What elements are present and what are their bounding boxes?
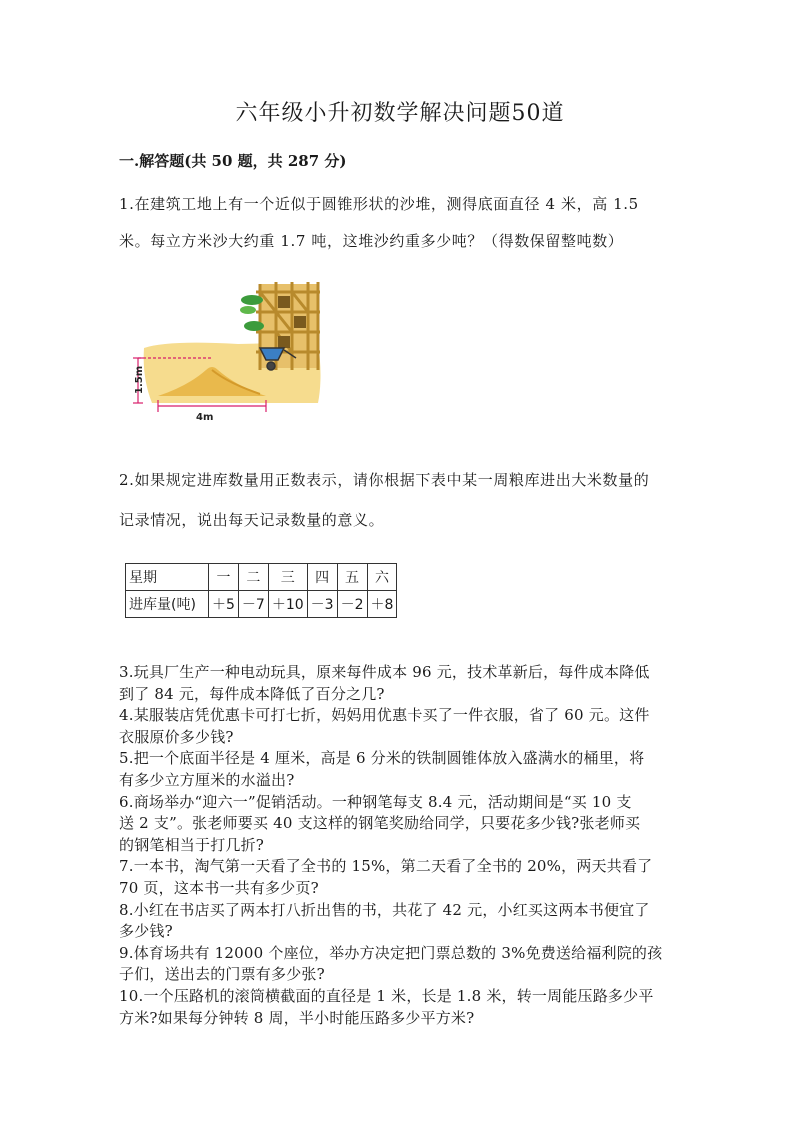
grain-record-table — [125, 563, 397, 618]
question-9 — [119, 943, 694, 986]
question-line: 4.某服装店凭优惠卡可打七折，妈妈用优惠卡买了一件衣服，省了 60 元。这件 — [119, 706, 650, 725]
table-cell-day: 四 — [307, 564, 337, 591]
question-line: 3.玩具厂生产一种电动玩具，原来每件成本 96 元，技术革新后，每件成本降低 — [119, 663, 650, 681]
question-line: 8.小红在书店买了两本打八折出售的书，共花了 42 元，小红买这两本书便宜了 — [119, 900, 650, 919]
question-line: 子们，送出去的门票有多少张? — [119, 965, 325, 984]
table-cell-day: 二 — [238, 564, 268, 591]
question-5 — [119, 748, 694, 791]
question-line: 多少钱? — [119, 922, 173, 941]
question-line: 的钢笔相当于打几折? — [119, 835, 265, 854]
table-cell-day: 六 — [367, 564, 397, 591]
table-cell-value: ＋8 — [367, 591, 397, 618]
question-line: 5.把一个底面半径是 4 厘米，高是 6 分米的铁制圆锥体放入盛满水的桶里，将 — [119, 749, 645, 768]
question-list — [119, 662, 694, 1029]
question-1-line-1: 1.在建筑工地上有一个近似于圆锥形状的沙堆，测得底面直径 4 米，高 1.5 — [119, 195, 639, 213]
question-line: 70 页，这本书一共有多少页? — [119, 878, 319, 897]
question-6 — [119, 792, 694, 857]
table-header-weekday: 星期 — [126, 564, 209, 591]
question-2-line-2: 记录情况，说出每天记录数量的意义。 — [119, 511, 385, 529]
question-line: 6.商场举办“迎六一”促销活动。一种钢笔每支 8.4 元，活动期间是“买 10 支 — [119, 792, 632, 811]
question-10 — [119, 986, 694, 1029]
question-1-line-2: 米。每立方米沙大约重 1.7 吨，这堆沙约重多少吨？（得数保留整吨数） — [119, 232, 624, 250]
table-header-amount: 进库量(吨) — [126, 591, 209, 618]
question-line: 方米?如果每分钟转 8 周，半小时能压路多少平方米? — [119, 1008, 475, 1027]
question-line: 有多少立方厘米的水溢出? — [119, 770, 295, 789]
table-row-days — [126, 564, 397, 591]
width-label: 4m — [196, 412, 214, 423]
height-label: 1.5m — [134, 365, 145, 394]
table-cell-value: ＋10 — [268, 591, 307, 618]
question-3 — [119, 662, 694, 705]
table-cell-value: ＋5 — [209, 591, 239, 618]
question-2 — [119, 460, 679, 540]
page-title: 六年级小升初数学解决问题50道 — [235, 101, 565, 126]
question-8 — [119, 900, 694, 943]
table-row-values — [126, 591, 397, 618]
question-line: 9.体育场共有 12000 个座位，举办方决定把门票总数的 3%免费送给福利院的孩 — [119, 943, 663, 962]
table-cell-value: －2 — [337, 591, 367, 618]
question-1 — [119, 186, 679, 260]
sand-pile-illustration — [128, 278, 328, 423]
question-line: 衣服原价多少钱? — [119, 727, 234, 746]
table-cell-day: 三 — [268, 564, 307, 591]
question-7 — [119, 856, 694, 899]
question-2-line-1: 2.如果规定进库数量用正数表示，请你根据下表中某一周粮库进出大米数量的 — [119, 471, 650, 489]
question-line: 10.一个压路机的滚筒横截面的直径是 1 米，长是 1.8 米，转一周能压路多少平 — [119, 986, 654, 1005]
question-4 — [119, 705, 694, 748]
question-line: 7.一本书，淘气第一天看了全书的 15%，第二天看了全书的 20%，两天共看了 — [119, 857, 653, 876]
table-cell-value: －7 — [238, 591, 268, 618]
question-line: 送 2 支”。张老师要买 40 支这样的钢笔奖励给同学，只要花多少钱?张老师买 — [119, 814, 641, 833]
table-cell-value: －3 — [307, 591, 337, 618]
table-cell-day: 一 — [209, 564, 239, 591]
section-heading: 一.解答题(共 50 题，共 287 分) — [119, 152, 347, 170]
table-cell-day: 五 — [337, 564, 367, 591]
question-line: 到了 84 元，每件成本降低了百分之几? — [119, 684, 385, 703]
